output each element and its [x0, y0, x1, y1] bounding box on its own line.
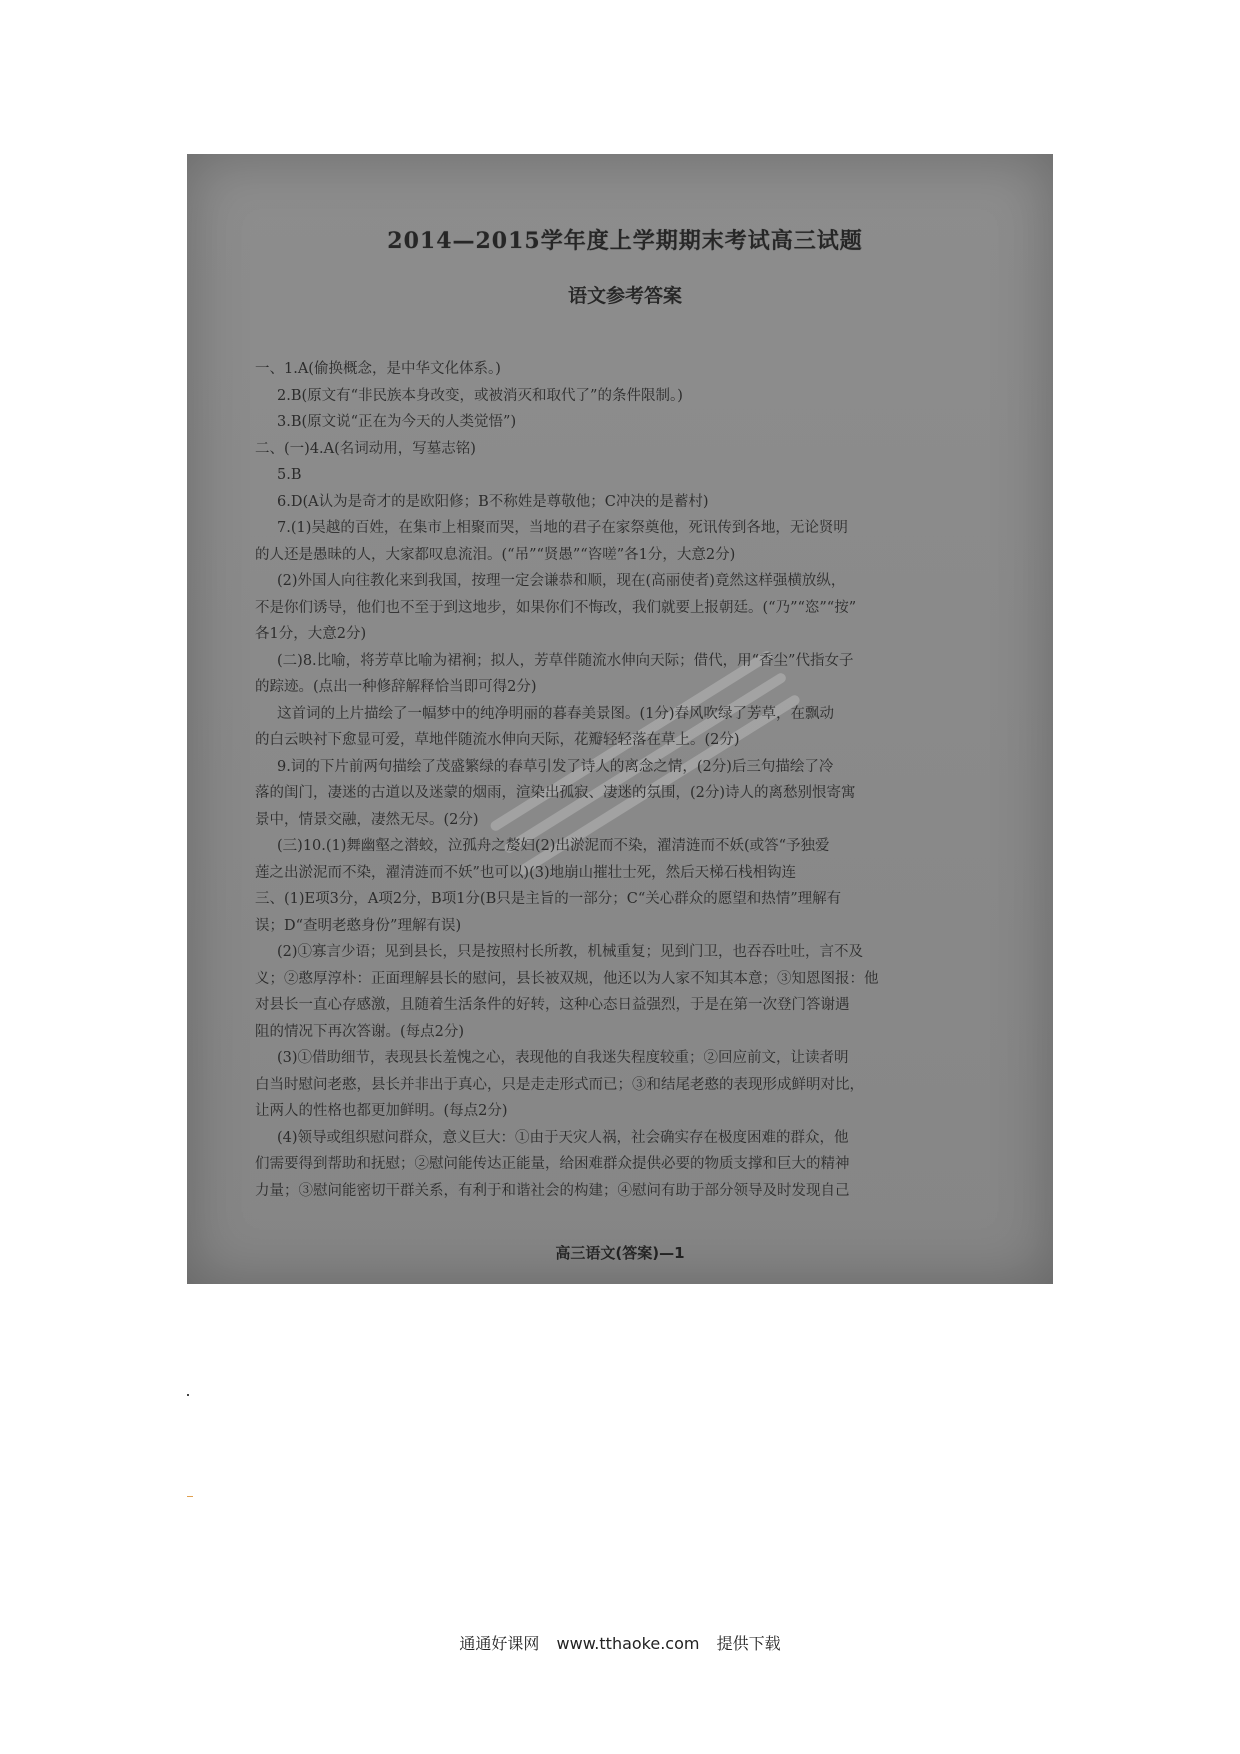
answer-line: 各1分，大意2分) [255, 626, 367, 642]
answer-line: 9.词的下片前两句描绘了茂盛繁绿的春草引发了诗人的离念之情，(2分)后三句描绘了冷 [277, 758, 834, 775]
answer-line: 落的闺门，凄迷的古道以及迷蒙的烟雨，渲染出孤寂、凄迷的氛围，(2分)诗人的离愁别恨寄寓 [255, 785, 856, 801]
answer-line: 不是你们诱导，他们也不至于到这地步，如果你们不悔改，我们就要上报朝廷。(“乃”“恣”“按” [255, 599, 857, 616]
answer-line: 5.B [277, 467, 302, 483]
answer-line: 让两人的性格也都更加鲜明。(每点2分) [255, 1103, 508, 1119]
footer-site-name: 通通好课网 [459, 1634, 540, 1653]
answer-line: 力量；③慰问能密切干群关系，有利于和谐社会的构建；④慰问有助于部分领导及时发现自己 [255, 1182, 850, 1199]
answer-key-subtitle: 语文参考答案 [567, 285, 682, 307]
answer-sheet-content [255, 224, 1053, 1204]
answer-line: 误；D“查明老憨身份”理解有误) [255, 917, 462, 934]
answer-line: 莲之出淤泥而不染，濯清涟而不妖”也可以)(3)地崩山摧壮士死，然后天梯石栈相钩连 [255, 864, 797, 881]
answer-line: 的踪迹。(点出一种修辞解释恰当即可得2分) [255, 679, 537, 695]
answer-line: 阻的情况下再次答谢。(每点2分) [255, 1023, 465, 1040]
answer-line: 2.B(原文有“非民族本身改变，或被消灭和取代了”的条件限制。) [277, 387, 683, 404]
answer-line: (3)①借助细节，表现县长羞愧之心，表现他的自我迷失程度较重；②回应前文，让读者明 [277, 1050, 849, 1066]
answer-line: 的人还是愚昧的人，大家都叹息流泪。(“吊”“贤愚”“咨嗟”各1分，大意2分) [255, 546, 736, 563]
answer-line: 3.B(原文说“正在为今天的人类觉悟”) [277, 414, 517, 430]
footer-tagline: 提供下载 [716, 1634, 781, 1653]
answer-line: (二)8.比喻，将芳草比喻为裙裥；拟人，芳草伴随流水伸向天际；借代，用“香尘”代指女子 [277, 652, 854, 669]
answer-lines [255, 356, 985, 1204]
answer-line: (三)10.(1)舞幽壑之潜蛟，泣孤舟之嫠妇(2)出淤泥而不染，濯清涟而不妖(或答“予独爱 [277, 838, 830, 854]
answer-line: 三、(1)E项3分，A项2分，B项1分(B只是主旨的一部分；C“关心群众的愿望和热情”理解有 [255, 891, 842, 907]
answer-line: 这首词的上片描绘了一幅梦中的纯净明丽的暮春美景图。(1分)春风吹绿了芳草，在飘动 [277, 705, 835, 722]
footer-url[interactable]: www.tthaoke.com [556, 1634, 700, 1653]
answer-line: 们需要得到帮助和抚慰；②慰问能传达正能量，给困难群众提供必要的物质支撑和巨大的精神 [255, 1156, 850, 1172]
answer-line: 景中，情景交融，凄然无尽。(2分) [255, 811, 479, 828]
scanned-answer-sheet-photo [187, 154, 1053, 1284]
sheet-page-label: 高三语文(答案)—1 [555, 1244, 685, 1262]
answer-line: (2)①寡言少语；见到县长，只是按照村长所教，机械重复；见到门卫，也吞吞吐吐，言不及 [277, 944, 864, 960]
answer-line: 二、(一)4.A(名词动用，写墓志铭) [255, 440, 476, 457]
answer-line: 的白云映衬下愈显可爱，草地伴随流水伸向天际，花瓣轻轻落在草上。(2分) [255, 732, 740, 748]
stray-dash-mark [187, 1496, 193, 1497]
answer-line: 一、1.A(偷换概念，是中华文化体系。) [255, 361, 501, 377]
stray-dot-mark [187, 1394, 189, 1396]
answer-line: 对县长一直心存感激，且随着生活条件的好转，这种心态日益强烈，于是在第一次登门答谢遇 [255, 997, 850, 1013]
exam-title: 2014—2015学年度上学期期末考试高三试题 [387, 228, 863, 254]
answer-line: 义；②憨厚淳朴：正面理解县长的慰问，县长被双规，他还以为人家不知其本意；③知恩图报：他 [255, 970, 879, 987]
answer-line: 白当时慰问老憨，县长并非出于真心，只是走走形式而已；③和结尾老憨的表现形成鲜明对比， [255, 1076, 864, 1093]
answer-line: 7.(1)吴越的百姓，在集市上相聚而哭，当地的君子在家祭奠他，死讯传到各地，无论贤明 [277, 520, 848, 536]
answer-line: 6.D(A认为是奇才的是欧阳修；B不称姓是尊敬他；C冲决的是蓄村) [277, 493, 709, 510]
answer-line: (2)外国人向往教化来到我国，按理一定会谦恭和顺，现在(高丽使者)竟然这样强横放纵， [277, 573, 846, 589]
page-footer [0, 1631, 1240, 1654]
answer-line: (4)领导或组织慰问群众，意义巨大：①由于天灾人祸，社会确实存在极度困难的群众，他 [277, 1129, 849, 1146]
